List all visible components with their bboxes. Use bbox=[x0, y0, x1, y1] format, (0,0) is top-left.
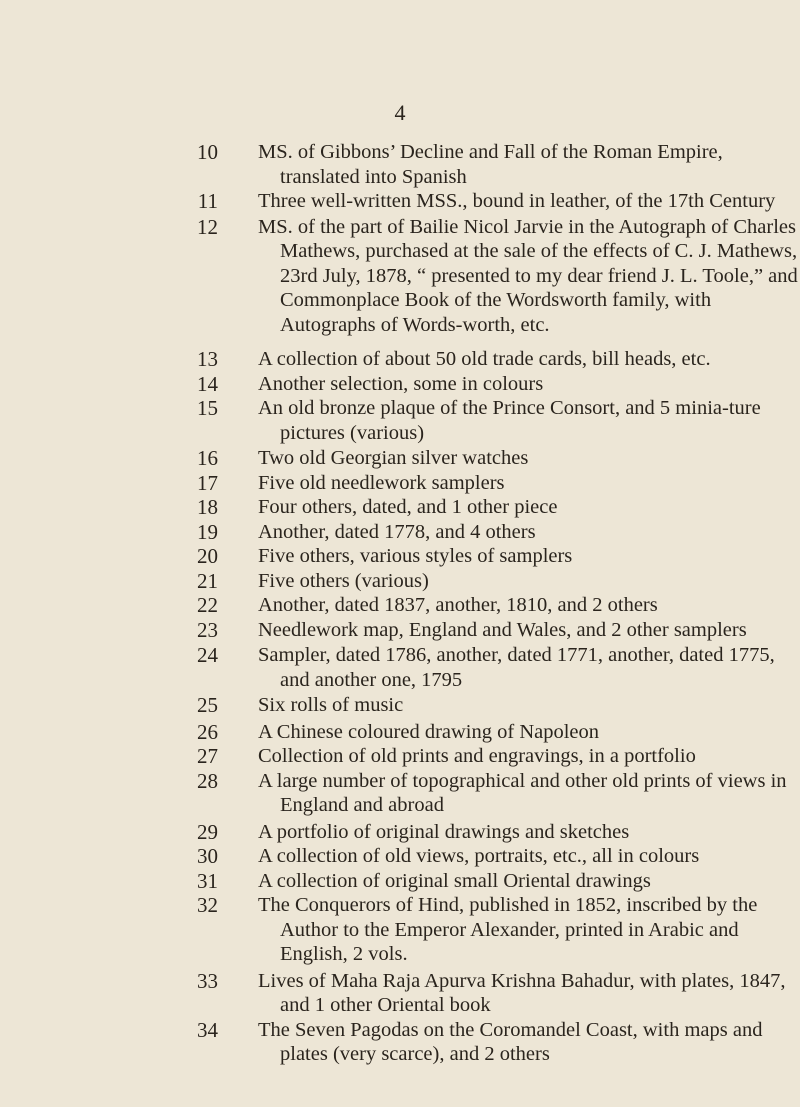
lot-list bbox=[0, 140, 800, 1067]
lot-description: MS. of the part of Bailie Nicol Jarvie in the Autograph of Charles Mathews, purchased at the sale of the effects of C. J. Mathews, 23rd July, 1878, “ presented to my dear friend J. L. Toole,” and Commonplace Book of the Wordsworth family, with Autographs of Words-worth, etc. bbox=[258, 215, 798, 336]
lot-number: 33 bbox=[197, 968, 218, 993]
lot-item bbox=[0, 893, 800, 967]
lot-description: Collection of old prints and engravings, in a portfolio bbox=[258, 745, 696, 767]
lot-description: MS. of Gibbons’ Decline and Fall of the Roman Empire, translated into Spanish bbox=[258, 141, 723, 188]
lot-item bbox=[0, 569, 800, 594]
lot-description: Two old Georgian silver watches bbox=[258, 447, 529, 469]
lot-number: 29 bbox=[197, 819, 218, 844]
lot-item bbox=[0, 396, 800, 445]
lot-number: 10 bbox=[197, 140, 218, 164]
lot-description: Another, dated 1837, another, 1810, and 2 others bbox=[258, 594, 658, 616]
lot-description: A collection of original small Oriental drawings bbox=[258, 869, 651, 892]
lot-number: 18 bbox=[197, 495, 218, 519]
lot-item bbox=[0, 744, 800, 769]
lot-description: Five others, various styles of samplers bbox=[258, 545, 573, 567]
lot-item bbox=[0, 618, 800, 643]
lot-item bbox=[0, 446, 800, 471]
lot-description: Lives of Maha Raja Apurva Krishna Bahadur, with plates, 1847, and 1 other Oriental book bbox=[258, 969, 786, 1016]
lot-item bbox=[0, 544, 800, 569]
lot-description: A collection of about 50 old trade cards, bill heads, etc. bbox=[258, 348, 711, 370]
lot-item bbox=[0, 347, 800, 372]
lot-description: Another selection, some in colours bbox=[258, 372, 544, 395]
lot-number: 19 bbox=[197, 519, 218, 544]
lot-description: Needlework map, England and Wales, and 2 other samplers bbox=[258, 618, 747, 641]
lot-item bbox=[0, 769, 800, 818]
lot-description: The Seven Pagodas on the Coromandel Coast, with maps and plates (very scarce), and 2 others bbox=[258, 1018, 763, 1065]
lot-number: 34 bbox=[197, 1017, 218, 1042]
lot-description: A Chinese coloured drawing of Napoleon bbox=[258, 720, 600, 743]
lot-description: Sampler, dated 1786, another, dated 1771, another, dated 1775, and another one, 1795 bbox=[258, 644, 775, 691]
lot-number: 25 bbox=[197, 693, 218, 717]
lot-description: A portfolio of original drawings and sketches bbox=[258, 820, 630, 843]
lot-number: 15 bbox=[197, 396, 218, 420]
lot-number: 16 bbox=[197, 446, 218, 470]
lot-item bbox=[0, 593, 800, 618]
lot-number: 26 bbox=[197, 719, 218, 744]
lot-item bbox=[0, 643, 800, 692]
lot-item bbox=[0, 869, 800, 894]
lot-description: Five others (various) bbox=[258, 569, 429, 592]
lot-description: Six rolls of music bbox=[258, 694, 404, 716]
lot-item bbox=[0, 495, 800, 520]
lot-number: 24 bbox=[197, 643, 218, 667]
lot-description: Another, dated 1778, and 4 others bbox=[258, 520, 536, 543]
lot-number: 23 bbox=[197, 617, 218, 642]
lot-number: 22 bbox=[197, 593, 218, 617]
lot-number: 31 bbox=[197, 868, 218, 893]
lot-description: An old bronze plaque of the Prince Consort, and 5 minia-ture pictures (various) bbox=[258, 397, 761, 444]
lot-description: Five old needlework samplers bbox=[258, 471, 505, 494]
lot-number: 30 bbox=[197, 844, 218, 868]
lot-number: 17 bbox=[197, 470, 218, 495]
lot-number: 27 bbox=[197, 744, 218, 768]
lot-number: 13 bbox=[197, 347, 218, 371]
lot-item bbox=[0, 372, 800, 397]
lot-number: 12 bbox=[197, 214, 218, 239]
lot-number: 28 bbox=[197, 768, 218, 793]
lot-number: 20 bbox=[197, 544, 218, 568]
lot-item bbox=[0, 693, 800, 718]
lot-description: The Conquerors of Hind, published in 1852, inscribed by the Author to the Emperor Alexander, printed in Arabic and English, 2 vols. bbox=[258, 894, 758, 965]
lot-number: 11 bbox=[197, 189, 218, 213]
lot-number: 21 bbox=[197, 568, 218, 593]
lot-item bbox=[0, 1018, 800, 1067]
lot-item bbox=[0, 720, 800, 745]
lot-number: 14 bbox=[197, 371, 218, 396]
lot-item bbox=[0, 140, 800, 189]
page-number: 4 bbox=[394, 100, 406, 125]
lot-item bbox=[0, 189, 800, 214]
lot-item bbox=[0, 820, 800, 845]
lot-description: Three well-written MSS., bound in leather, of the 17th Century bbox=[258, 190, 776, 212]
lot-item bbox=[0, 844, 800, 869]
lot-description: A large number of topographical and other old prints of views in England and abroad bbox=[258, 769, 787, 816]
lot-description: A collection of old views, portraits, etc., all in colours bbox=[258, 845, 700, 867]
lot-number: 32 bbox=[197, 893, 218, 917]
lot-description: Four others, dated, and 1 other piece bbox=[258, 496, 558, 518]
lot-item bbox=[0, 471, 800, 496]
lot-item bbox=[0, 215, 800, 338]
lot-item bbox=[0, 520, 800, 545]
lot-item bbox=[0, 969, 800, 1018]
